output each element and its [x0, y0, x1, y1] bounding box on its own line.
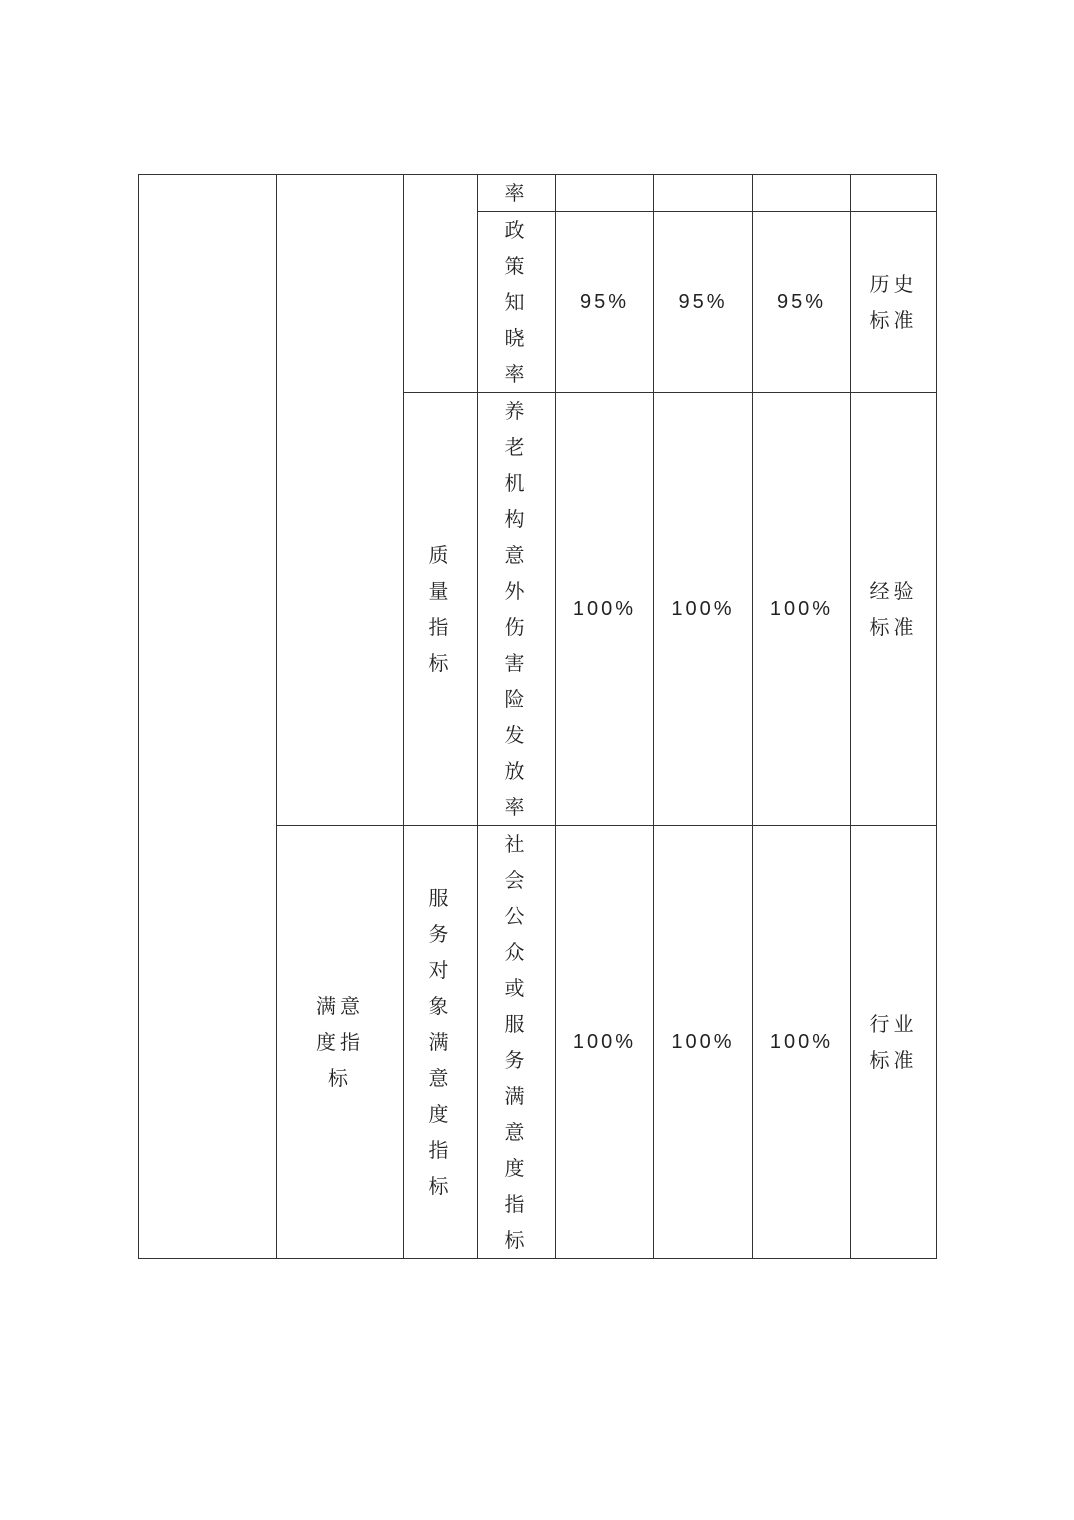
- value-cell: 95%: [753, 212, 851, 393]
- standard-label: 行业标准: [869, 1012, 918, 1072]
- standard-label: 历史标准: [869, 272, 918, 332]
- indicator-name: 率: [504, 181, 529, 205]
- tier3-label: 服务对象满意度指标: [428, 886, 453, 1198]
- value-cell: [753, 175, 851, 212]
- value-cell: 100%: [556, 826, 654, 1259]
- value-cell: [654, 175, 753, 212]
- tier2-cell: [277, 175, 404, 826]
- value-cell: 100%: [753, 393, 851, 826]
- indicator-name: 政策知晓率: [504, 218, 529, 386]
- tier2-label: 满意度指标: [316, 994, 364, 1090]
- standard-cell: [851, 393, 937, 826]
- value-cell: 100%: [654, 826, 753, 1259]
- tier2-cell: [277, 826, 404, 1259]
- standard-cell: [851, 212, 937, 393]
- indicator-name: 养老机构意外伤害险发放率: [504, 399, 529, 819]
- tier3-cell: [404, 175, 478, 393]
- value-cell: [556, 175, 654, 212]
- indicator-name-cell: [478, 393, 556, 826]
- value-cell: 95%: [556, 212, 654, 393]
- value-cell: 100%: [654, 393, 753, 826]
- value-cell: 100%: [753, 826, 851, 1259]
- indicator-name-cell: [478, 175, 556, 212]
- tier3-label: 质量指标: [428, 543, 453, 675]
- value-cell: 100%: [556, 393, 654, 826]
- indicator-name: 社会公众或服务满意度指标: [504, 832, 529, 1252]
- standard-cell: [851, 826, 937, 1259]
- tier3-cell: [404, 393, 478, 826]
- indicator-name-cell: [478, 826, 556, 1259]
- standard-label: 经验标准: [869, 579, 918, 639]
- tier1-cell: [139, 175, 277, 1259]
- standard-cell: [851, 175, 937, 212]
- indicator-name-cell: [478, 212, 556, 393]
- table-row: [139, 175, 937, 212]
- tier3-cell: [404, 826, 478, 1259]
- value-cell: 95%: [654, 212, 753, 393]
- performance-indicator-table: [138, 174, 937, 1259]
